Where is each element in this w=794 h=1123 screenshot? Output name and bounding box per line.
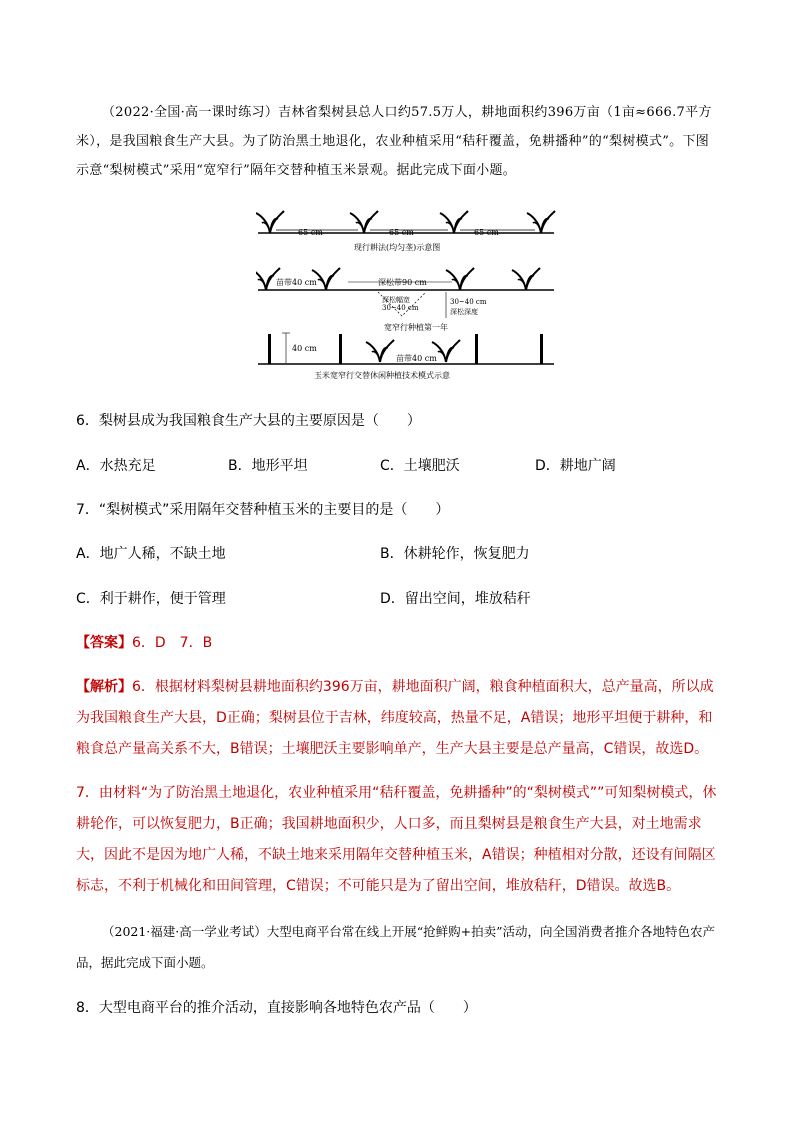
q7-option-a[interactable]: A．地广人稀，不缺土地 [76,546,226,562]
q7-option-b[interactable]: B．休耕轮作，恢复肥力 [380,546,530,562]
analysis-label: 【解析】 [76,679,132,695]
q6-option-c[interactable]: C．土壤肥沃 [380,458,460,474]
bottom-caption: 玉米宽窄行交替休闲种植技术模式示意 [314,371,450,380]
stubble-marker [268,334,271,364]
seedling-band-label: 苗带40 cm [276,278,317,287]
plant-icon [366,340,394,362]
plant-icon [446,268,474,290]
intro-source: （2022·全国·高一课时练习） [102,105,279,120]
q6-option-d[interactable]: D．耕地广阔 [535,458,616,474]
analysis-7 [76,778,720,902]
top-spacing-2: 65 cm [389,228,414,237]
stubble-marker [475,334,478,364]
depth-value-label: 30~40 cm [450,298,487,306]
q7-option-d[interactable]: D．留出空间，堆放秸秆 [380,591,531,607]
q6-option-b[interactable]: B．地形平坦 [228,458,308,474]
plant-icon [512,268,540,290]
answer-label: 【答案】 [76,635,132,651]
intro2-text: 大型电商平台常在线上开展“抢鲜购+拍卖”活动，向全国消费者推介各地特色农产品，据此完成下面小题。 [76,924,716,970]
top-caption: 现行耕法(均匀垄)示意图 [354,243,441,252]
answer-text: 6．D 7．B [132,635,213,651]
intro-paragraph [76,98,720,185]
answer-line [76,632,212,652]
q6-option-a[interactable]: A．水热充足 [76,458,156,474]
question-8-stem: 8．大型电商平台的推介活动，直接影响各地特色农产品（ ） [76,1000,477,1016]
middle-caption: 宽窄行种植第一年 [384,323,448,332]
intro-text: 吉林省梨树县总人口约57.5万人，耕地面积约396万亩（1亩≈666.7平方米），是我国粮食生产大县。为了防治黑土地退化，农业种植采用“秸秆覆盖，免耕播种”的“梨树模式”。下图示意“梨树模式”采用“宽窄行”隔年交替种植玉米景观。据此完成下面小题。 [76,105,712,178]
question-6-stem: 6．梨树县成为我国粮食生产大县的主要原因是（ ） [76,413,421,429]
stubble-marker [540,334,543,364]
deep-band-label: 深松带90 cm [378,278,427,287]
top-spacing-3: 65 cm [474,228,499,237]
intro-paragraph-2 [76,916,720,978]
q7-option-c[interactable]: C．利于耕作，便于管理 [76,591,226,607]
top-spacing-1: 65 cm [298,228,323,237]
depth-label: 深松深度 [450,308,478,316]
analysis-6 [76,672,720,765]
deep-width-label-2: 30~40 cm [382,304,419,312]
stubble-marker [339,334,342,364]
intro2-source: （2021·福建·高一学业考试） [102,924,267,939]
question-7-stem: 7．“梨树模式”采用隔年交替种植玉米的主要目的是（ ） [76,502,450,518]
analysis-6-text: 6．根据材料梨树县耕地面积约396万亩，耕地面积广阔，粮食种植面积大，总产量高，所以成为我国粮食生产大县，D正确；梨树县位于吉林，纬度较高，热量不足，A错误；地形平坦便于耕种，和粮食总产量高关系不大，B错误；土壤肥沃主要影响单产，生产大县主要是总产量高，C错误，故选D。 [76,679,714,757]
bottom-band-label: 苗带40 cm [396,354,437,363]
deep-width-label-1: 深松幅宽 [382,296,410,304]
height-label: 40 cm [292,344,317,353]
analysis-7-text: 7．由材料“为了防治黑土地退化，农业种植采用“秸秆覆盖，免耕播种”的“梨树模式””可知梨树模式，休耕轮作，可以恢复肥力，B正确；我国耕地面积少，人口多，而且梨树县是粮食生产大县，对土地需求大，因此不是因为地广人稀，不缺土地来采用隔年交替种植玉米，A错误；种植相对分散，还设有间隔区标志，不利于机械化和田间管理，C错误；不可能只是为了留出空间，堆放秸秆，D错误。故选B。 [76,785,717,894]
planting-diagram [256,206,556,386]
